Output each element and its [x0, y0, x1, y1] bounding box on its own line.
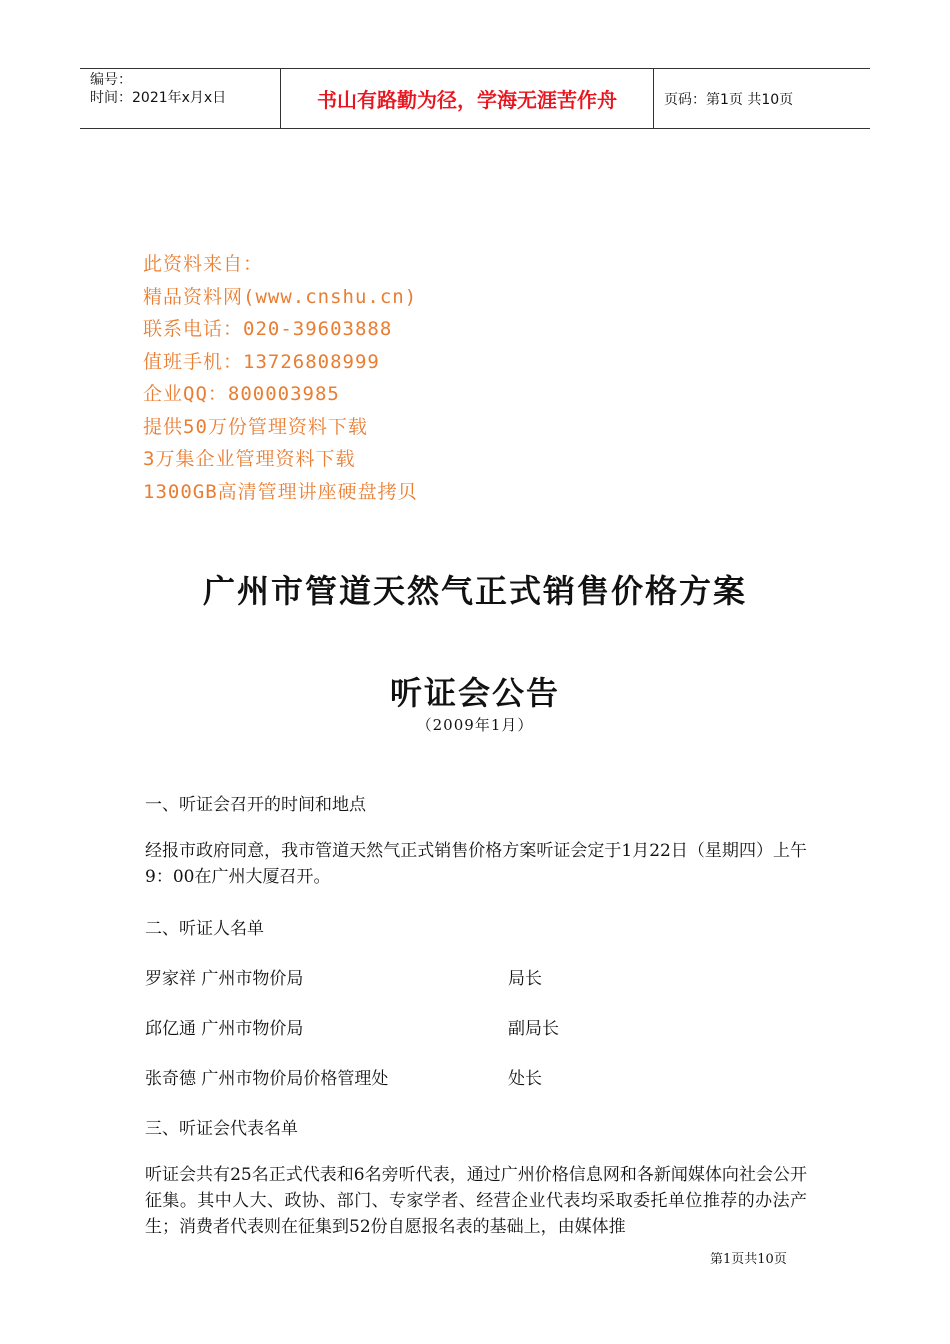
time-label: 时间：2021年x月x日: [90, 90, 227, 106]
number-label: 编号：: [90, 72, 132, 88]
contact-line: 1300GB高清管理讲座硬盘拷贝: [143, 480, 418, 503]
person-name-org: 罗家祥 广州市物价局: [145, 969, 304, 989]
contact-line: 联系电话：020-39603888: [143, 318, 393, 340]
section1-heading: 一、听证会召开的时间和地点: [145, 795, 366, 815]
document-title: 广州市管道天然气正式销售价格方案: [202, 572, 747, 610]
contact-line: 此资料来自：: [143, 253, 264, 275]
section3-body: 听证会共有25名正式代表和6名旁听代表，通过广州价格信息网和各新闻媒体向社会公开征集。其中人大、政协、部门、专家学者、经营企业代表均采取委托单位推荐的办法产生；消费者代表则在征集到52份自愿报名表的基础上，由媒体推: [145, 1165, 807, 1237]
person-name-org: 张奇德 广州市物价局价格管理处: [145, 1069, 389, 1089]
contact-line: 精品资料网(www.cnshu.cn): [143, 285, 418, 308]
section3-heading: 三、听证会代表名单: [145, 1119, 298, 1139]
contact-line: 提供50万份管理资料下载: [143, 415, 368, 438]
document-subtitle: 听证会公告: [389, 674, 560, 712]
contact-line: 3万集企业管理资料下载: [143, 448, 356, 470]
section1-body: 经报市政府同意，我市管道天然气正式销售价格方案听证会定于1月22日（星期四）上午9：00在广州大厦召开。: [145, 841, 807, 887]
document-date: （2009年1月）: [416, 716, 534, 734]
header-motto: 书山有路勤为径，学海无涯苦作舟: [281, 69, 654, 128]
header-left-cell: [80, 69, 281, 128]
contact-line: 企业QQ：800003985: [143, 383, 340, 405]
section2-heading: 二、听证人名单: [145, 919, 264, 939]
person-name-org: 邱亿通 广州市物价局: [145, 1019, 304, 1039]
contact-line: 值班手机：13726808999: [143, 350, 380, 373]
contact-block: [143, 248, 418, 508]
header-page-info: 页码：第1页 共10页: [664, 91, 794, 108]
person-role: 处长: [508, 1069, 542, 1089]
header-table: [80, 68, 870, 129]
person-role: 局长: [508, 969, 542, 989]
person-role: 副局长: [508, 1019, 559, 1039]
footer-page-number: 第1页共10页: [710, 1252, 787, 1267]
